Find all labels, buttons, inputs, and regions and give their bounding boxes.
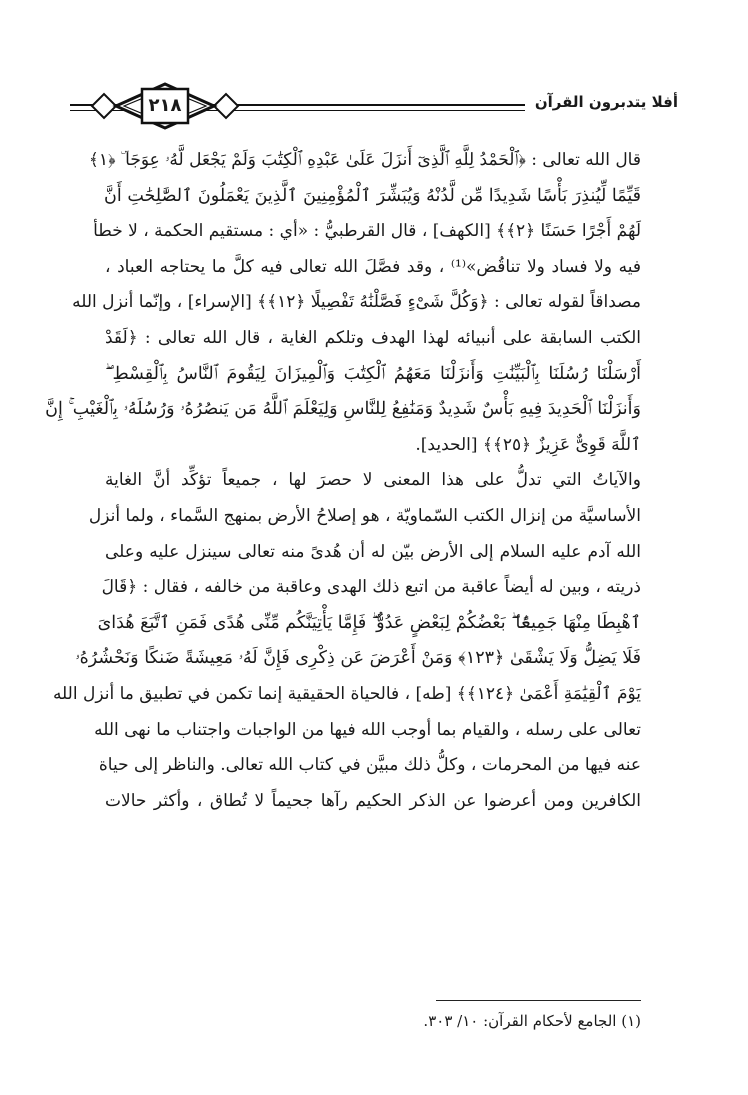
page-number: ٢١٨ (148, 95, 182, 116)
text-line: وَأَنزَلْنَا ٱلْحَدِيدَ فِيهِ بَأْسٌ شَدِيدٌ وَمَنَٰفِعُ لِلنَّاسِ وَلِيَعْلَمَ ٱللَّهُ مَن يَنصُرُهُۥ وَرُسُلَهُۥ بِٱلْغَيْبِ ۚ إِنَّ (45, 399, 641, 420)
text-line: قَيِّمًا لِّيُنذِرَ بَأْسًا شَدِيدًا مِّن لَّدُنْهُ وَيُبَشِّرَ ٱلْمُؤْمِنِينَ ٱلَّذِينَ يَعْمَلُونَ ٱلصَّٰلِحَٰتِ أَنَّ (104, 185, 641, 206)
text-line: أَرْسَلْنَا رُسُلَنَا بِٱلْبَيِّنَٰتِ وَأَنزَلْنَا مَعَهُمُ ٱلْكِتَٰبَ وَٱلْمِيزَانَ لِيَقُومَ ٱلنَّاسُ بِٱلْقِسْطِ ۖ (105, 363, 641, 384)
text-line: عنه فيها من المحرمات ، وكلُّ ذلك مبيَّن في كتاب الله تعالى. والناظر إلى حياة (98, 755, 641, 776)
text-line: ذريته ، وبين له أيضاً عاقبة من اتبع ذلك الهدى وعاقبة من خالفه ، فقال : ﴿قَالَ (101, 577, 641, 598)
text-line: لَهُمْ أَجْرًا حَسَنًا ﴿٢﴾﴾ [الكهف] ، قال القرطبيُّ : «أي : مستقيم الحكمة ، لا خطأ (93, 221, 641, 242)
text-line: ٱهْبِطَا مِنْهَا جَمِيعًۢا ۖ بَعْضُكُمْ لِبَعْضٍ عَدُوٌّ ۖ فَإِمَّا يَأْتِيَنَّكُم مِّنِّى هُدًى فَمَنِ ٱتَّبَعَ هُدَاىَ (97, 612, 641, 633)
text-line: مصداقاً لقوله تعالى : ﴿وَكُلَّ شَىْءٍ فَصَّلْنَٰهُ تَفْصِيلًا ﴿١٢﴾﴾ [الإسراء] ، وإنّما أنزل الله (72, 292, 641, 313)
text-line: تعالى على رسله ، والقيام بما أوجب الله فيها من الواجبات واجتناب ما نهى الله (94, 719, 641, 740)
text-line: الله آدم عليه السلام إلى الأرض بيّن له أن هُدىً منه تعالى سينزل عليه وعلى (105, 541, 641, 562)
text-line: الكافرين ومن أعرضوا عن الذكر الحكيم رآها جحيماً لا تُطاق ، وأكثر حالات (105, 790, 641, 811)
running-title: أفلا يتدبرون القرآن (525, 93, 678, 111)
text-line: قال الله تعالى : ﴿ٱلْحَمْدُ لِلَّهِ ٱلَّذِىٓ أَنزَلَ عَلَىٰ عَبْدِهِ ٱلْكِتَٰبَ وَلَمْ يَجْعَل لَّهُۥ عِوَجَا ۜ ﴿١﴾ (88, 150, 641, 170)
text-line: الأساسيَّة من إنزال الكتب السّماويّة ، هو إصلاحُ الأرض بمنهج السَّماء ، ولما أنزل (88, 505, 641, 526)
footnote: (١) الجامع لأحكام القرآن: ١٠/ ٣٠٣. (423, 1012, 641, 1030)
footnote-divider (436, 1000, 641, 1001)
running-header (70, 85, 678, 129)
text-line: الكتب السابقة على أنبيائه لهذا الهدف وتلكم الغاية ، قال الله تعالى : ﴿لَقَدْ (105, 327, 641, 348)
body-text (45, 143, 641, 819)
text-line: يَوْمَ ٱلْقِيَٰمَةِ أَعْمَىٰ ﴿١٢٤﴾﴾ [طه] ، فالحياة الحقيقية إنما تكمن في تطبيق ما أنزل الله (52, 683, 641, 704)
text-line: والآياتُ التي تدلُّ على هذا المعنى لا حصرَ لها ، جميعاً تؤكِّد أنَّ الغاية (105, 470, 641, 491)
page-number-ornament (90, 81, 240, 131)
text-line: فَلَا يَضِلُّ وَلَا يَشْقَىٰ ﴿١٢٣﴾ وَمَنْ أَعْرَضَ عَن ذِكْرِى فَإِنَّ لَهُۥ مَعِيشَةً ضَنكًا وَنَحْشُرُهُۥ (75, 648, 641, 669)
text-line: ٱللَّهَ قَوِىٌّ عَزِيزٌ ﴿٢٥﴾﴾ [الحديد]. (415, 434, 641, 455)
text-line: فيه ولا فساد ولا تناقُض»⁽¹⁾ ، وقد فصَّلَ الله تعالى فيه كلَّ ما يحتاجه العباد ، (105, 256, 641, 277)
